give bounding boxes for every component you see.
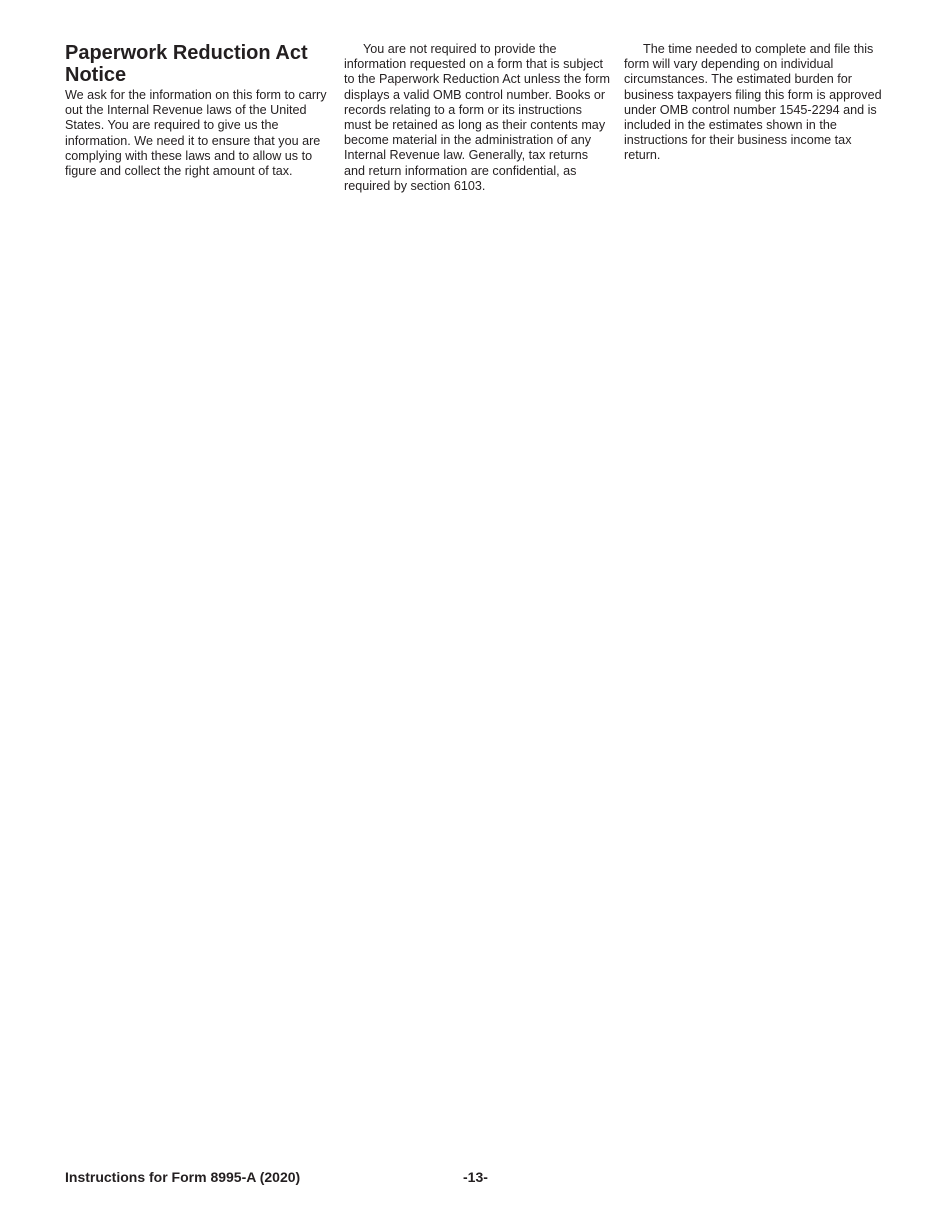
paragraph-information-purpose: We ask for the information on this form to carry out the Internal Revenue laws of the United States. You are required to give us the information. We need it to ensure that you are complying with these laws and to allow us to figure and collect the right amount of tax. [65,88,327,179]
paragraph-time-burden: The time needed to complete and file this form will vary depending on individual circumstances. The estimated burden for business taxpayers filing this form is approved under OMB control number 1545-2294 and is included in the estimates shown in the instructions for their business income tax return. [624,42,882,163]
footer-document-title: Instructions for Form 8995-A (2020) [65,1169,301,1185]
paragraph-omb-requirement: You are not required to provide the information requested on a form that is subject to the Paperwork Reduction Act unless the form displays a valid OMB control number. Books or records relating to a form or its instructions must be retained as long as their contents may become material in the administration of any Internal Revenue law. Generally, tax returns and return information are confidential, as required by section 6103. [344,42,611,193]
column-3 [624,42,890,164]
column-2 [344,42,610,194]
footer-page-number: -13- [463,1169,488,1185]
column-1 [65,42,333,179]
section-heading: Paperwork Reduction Act Notice [65,42,308,86]
